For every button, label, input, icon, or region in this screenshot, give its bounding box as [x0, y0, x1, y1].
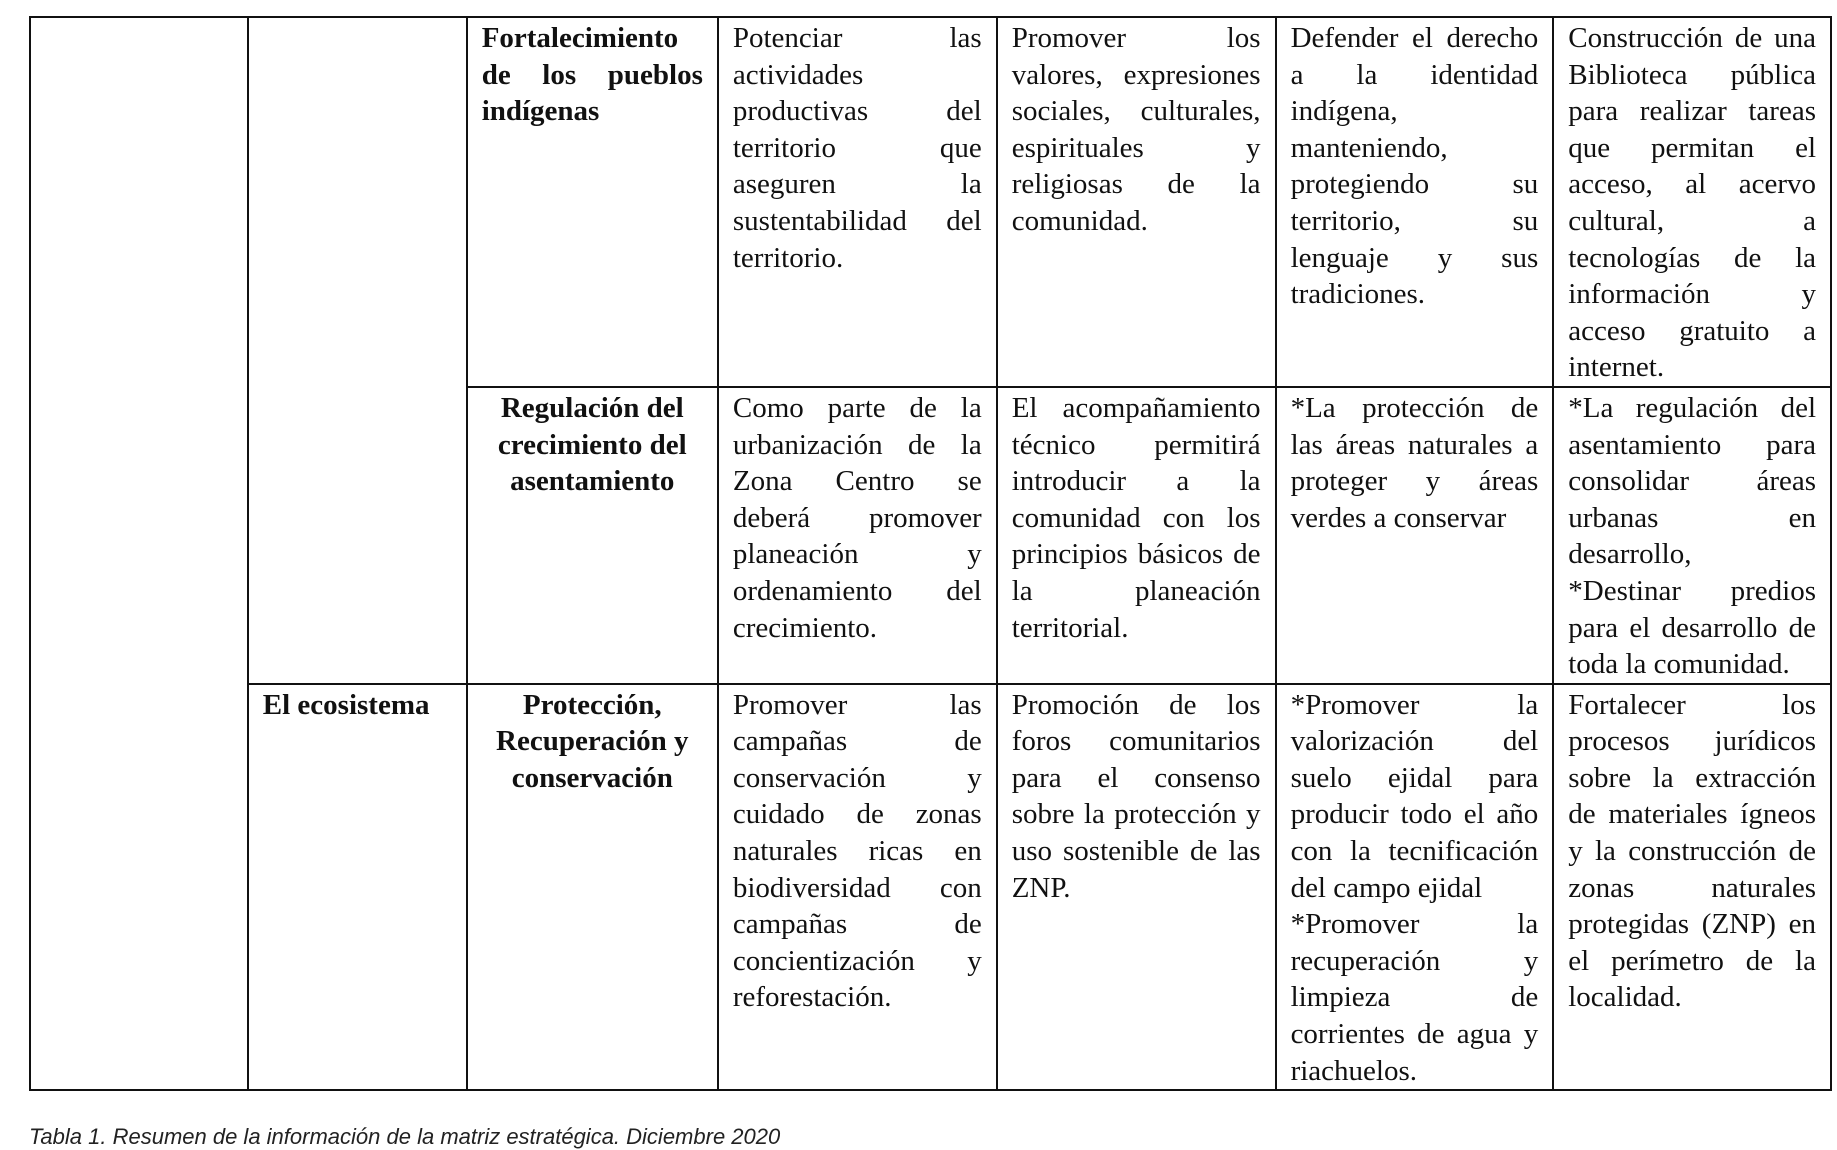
table-cell: Potenciar las actividades productivas del territorio que aseguren la sustentabilidad del territorio.: [718, 17, 997, 387]
table-row: [30, 684, 1831, 1091]
empty-second-column-cell: [248, 17, 467, 684]
table-cell: Construcción de una Biblioteca pública para realizar tareas que permitan el acceso, al acervo cultural, a tecnologías de la información y acceso gratuito a internet.: [1553, 17, 1831, 387]
table-cell: Promover los valores, expresiones sociales, culturales, espirituales y religiosas de la comunidad.: [997, 17, 1276, 387]
row-label-cell: Fortalecimiento de los pueblos indígenas: [467, 17, 718, 387]
cell-line: *Destinar predios para el desarrollo de toda la comunidad.: [1568, 574, 1816, 681]
row-group-label-cell: El ecosistema: [248, 684, 467, 1091]
table-caption: Tabla 1. Resumen de la información de la matriz estratégica. Diciembre 2020: [29, 1124, 781, 1149]
row-label-cell: Regulación del crecimiento del asentamiento: [467, 387, 718, 684]
cell-line: *Promover la valorización del suelo ejidal para producir todo el año con la tecnificación del campo ejidal: [1290, 688, 1539, 904]
empty-first-column-cell: [30, 17, 248, 1090]
table-cell: [1276, 684, 1554, 1091]
cell-line: *La regulación del asentamiento para consolidar áreas urbanas en desarrollo,: [1568, 391, 1816, 571]
row-label-cell: Protección, Recuperación y conservación: [467, 684, 718, 1091]
table-cell: Promover las campañas de conservación y cuidado de zonas naturales ricas en biodiversidad con campañas de concientización y reforestación.: [718, 684, 997, 1091]
cell-line: *Promover la recuperación y limpieza de corrientes de agua y riachuelos.: [1290, 908, 1539, 1087]
table-cell: [1553, 387, 1831, 684]
strategy-matrix-table: [29, 16, 1832, 1091]
table-cell: Defender el derecho a la identidad indígena, manteniendo, protegiendo su territorio, su lenguaje y sus tradiciones.: [1276, 17, 1554, 387]
table-cell: Como parte de la urbanización de la Zona Centro se deberá promover planeación y ordenamiento del crecimiento.: [718, 387, 997, 684]
table-cell: *La protección de las áreas naturales a proteger y áreas verdes a conservar: [1276, 387, 1554, 684]
table-cell: Promoción de los foros comunitarios para el consenso sobre la protección y uso sostenible de las ZNP.: [997, 684, 1276, 1091]
table-row: [30, 17, 1831, 387]
table-cell: Fortalecer los procesos jurídicos sobre la extracción de materiales ígneos y la construcción de zonas naturales protegidas (ZNP) en el perímetro de la localidad.: [1553, 684, 1831, 1091]
table-cell: El acompañamiento técnico permitirá introducir a la comunidad con los principios básicos de la planeación territorial.: [997, 387, 1276, 684]
